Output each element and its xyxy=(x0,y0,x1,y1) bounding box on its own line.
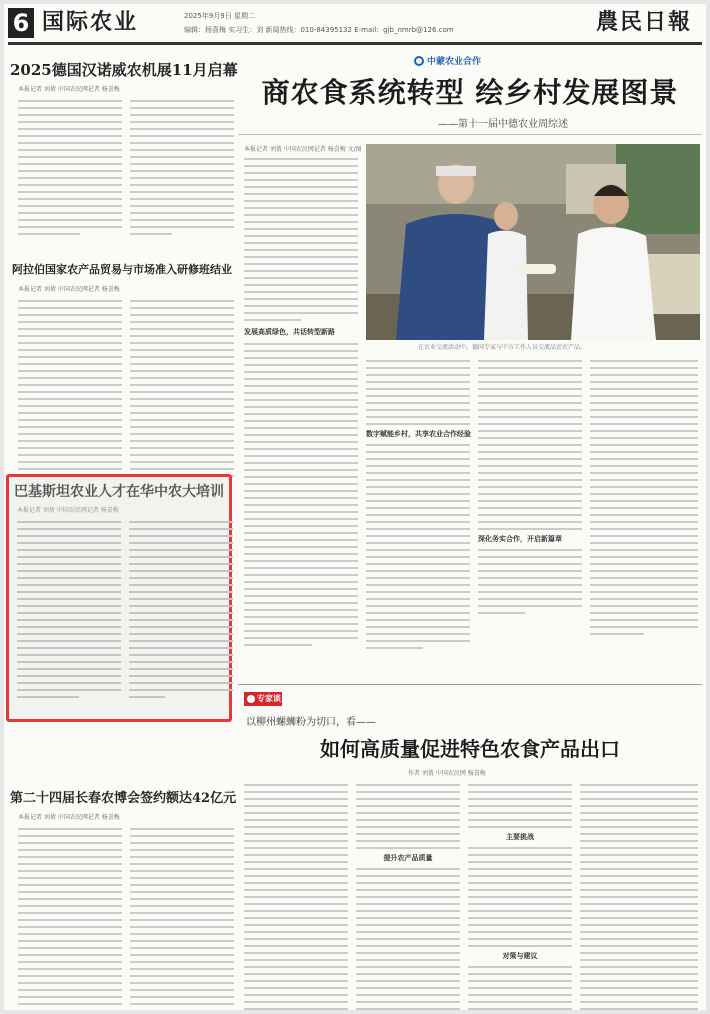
expert-headline: 如何高质量促进特色农食产品出口 xyxy=(320,737,620,761)
feature-headline: 商农食系统转型 绘乡村发展图景 xyxy=(261,76,679,109)
feature-body-col1 xyxy=(244,328,358,651)
article-byline: 本报记者 刘倩 中国农民网记者 杨喜梅 xyxy=(18,86,120,93)
section-subhead: 发展高质绿色，共话转型新路 xyxy=(244,328,335,336)
expert-body-col4 xyxy=(580,784,698,1010)
feature-intro-text xyxy=(244,158,358,326)
right-column xyxy=(238,48,702,1006)
newspaper-logo: 農民日報 xyxy=(596,9,693,35)
section-subhead: 提升农产品质量 xyxy=(383,854,433,862)
article-byline: 本报记者 刘倩 中国农民网记者 杨喜梅 xyxy=(18,286,120,293)
expert-kicker: 以柳州螺蛳粉为切口，看—— xyxy=(246,717,376,728)
article-title-changchun-expo: 第二十四届长春农博会签约额达42亿元 xyxy=(10,791,237,806)
expert-label: 专家谈 xyxy=(257,694,281,703)
expert-body-col3 xyxy=(468,784,572,1010)
article-byline: 本报记者 刘倩 中国农民网记者 杨喜梅 xyxy=(17,507,119,514)
page-number: 6 xyxy=(8,8,34,38)
expert-badge-icon xyxy=(247,695,255,703)
section-subhead: 主要挑战 xyxy=(506,833,534,841)
feature-kicker: 中蒙农业合作 xyxy=(414,56,481,68)
article-title-arab-training: 阿拉伯国家农产品贸易与市场准入研修班结业 xyxy=(12,263,232,276)
section-subhead: 数字赋能乡村，共享农业合作经验 xyxy=(366,430,471,438)
article-body-changchun-expo xyxy=(18,828,234,1010)
photo-caption: 在农业交流活动中，德国专家与中方工作人员交流品尝农产品。 xyxy=(418,344,587,351)
header-rule xyxy=(8,42,702,45)
cooperation-badge-icon xyxy=(414,56,424,66)
divider xyxy=(238,684,702,685)
section-title: 国际农业 xyxy=(42,10,139,35)
feature-byline: 本报记者 刘倩 中国农民网记者 杨喜梅 文/图 xyxy=(244,146,362,153)
article-body-arab-training xyxy=(18,300,234,489)
article-title-hannover: 2025德国汉诺威农机展11月启幕 xyxy=(10,61,238,79)
expert-body-col2 xyxy=(356,784,460,1010)
divider xyxy=(238,134,702,135)
feature-subheadline: ——第十一届中德农业周综述 xyxy=(438,119,568,130)
article-body-pakistan-training xyxy=(17,521,233,703)
editor-contacts: 编辑：杨喜梅 实习生：刘 新闻热线：010-84395132 E-mail：gjb_nmrb@126.com xyxy=(184,26,454,34)
highlighted-article[interactable] xyxy=(6,474,232,722)
article-body-hannover xyxy=(18,100,234,240)
section-subhead: 深化务实合作，开启新篇章 xyxy=(478,535,562,543)
expert-body-col1 xyxy=(244,784,348,1010)
issue-date: 2025年9月9日 星期二 xyxy=(184,12,255,20)
expert-byline: 作者 刘倩 中国农民网 杨喜梅 xyxy=(408,770,486,777)
feature-body-col3 xyxy=(478,360,582,619)
section-subhead: 对策与建议 xyxy=(502,952,538,960)
article-byline: 本报记者 刘倩 中国农民网记者 杨喜梅 xyxy=(18,814,120,821)
newspaper-page xyxy=(4,4,706,1010)
article-title-pakistan-training: 巴基斯坦农业人才在华中农大培训 xyxy=(14,484,224,500)
feature-photo xyxy=(366,144,700,340)
feature-body-col4 xyxy=(590,360,698,640)
feature-body-col2 xyxy=(366,360,470,654)
